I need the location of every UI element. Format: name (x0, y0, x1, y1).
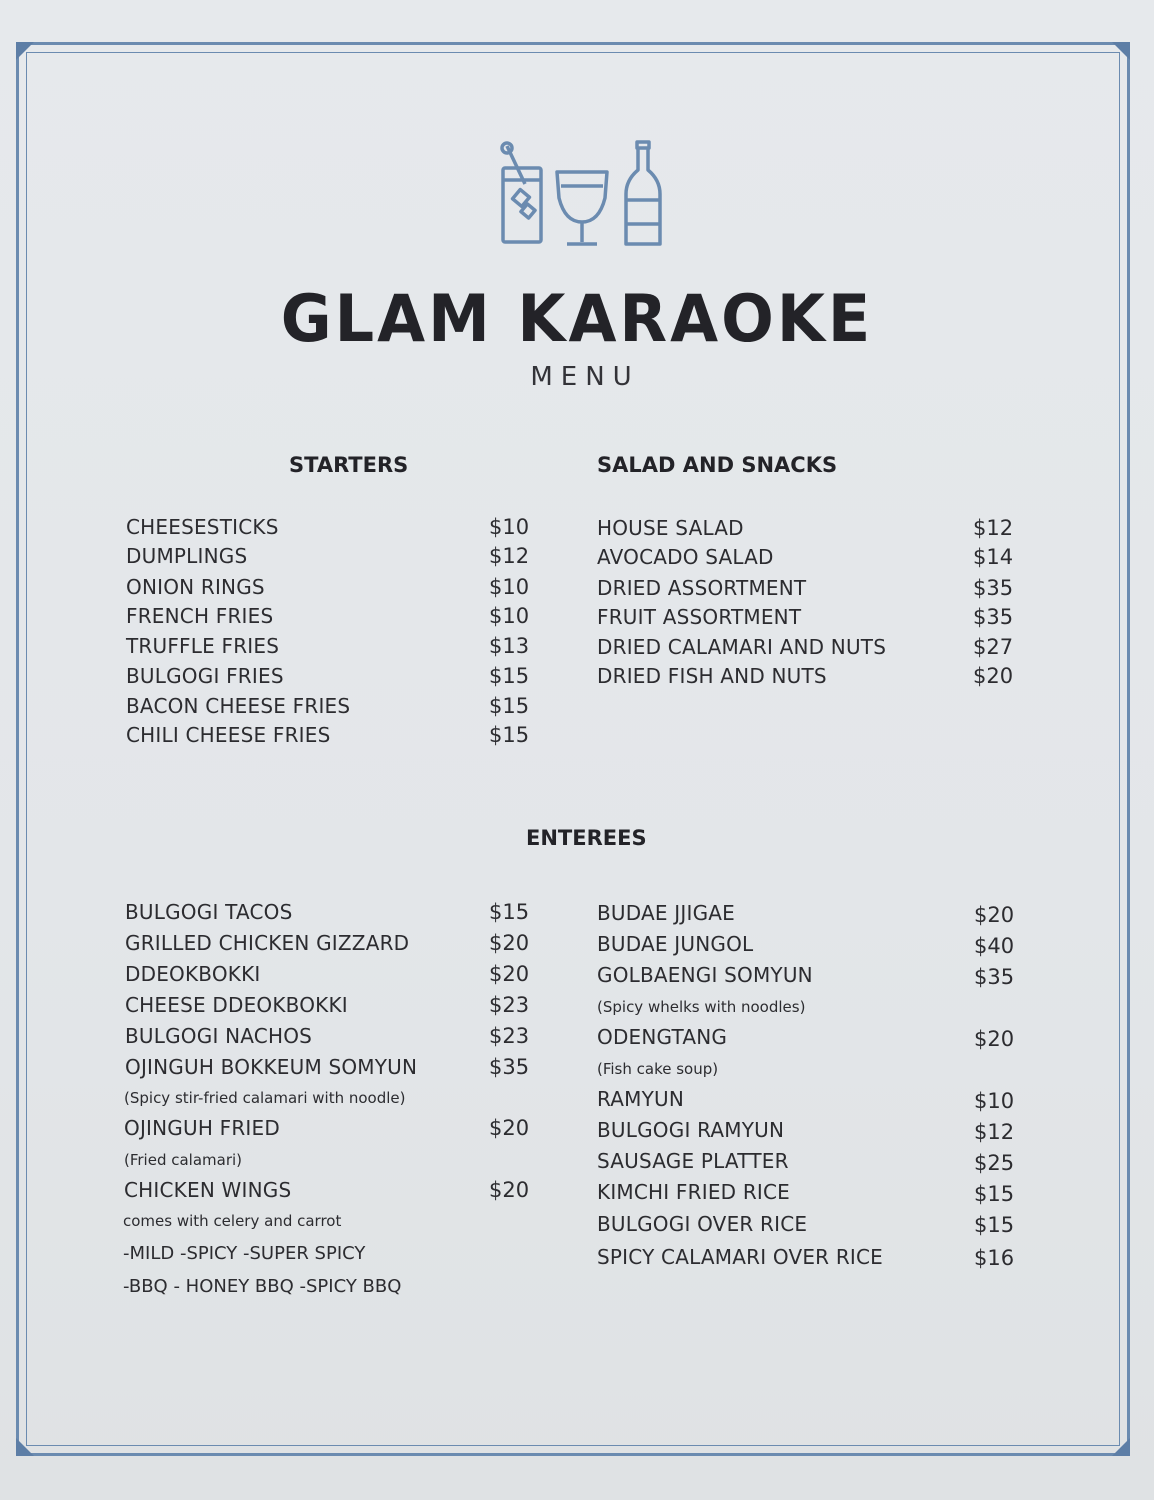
corner-ornament (1112, 1438, 1130, 1456)
menu-item-note: (Spicy stir-fried calamari with noodle) (124, 1089, 406, 1107)
menu-item-price: $40 (974, 934, 1015, 958)
menu-item-note: comes with celery and carrot (123, 1212, 342, 1230)
menu-item-price: $35 (974, 965, 1015, 989)
menu-item-price: $15 (974, 1182, 1015, 1206)
menu-item-price: $20 (489, 1178, 530, 1202)
menu-item-name: BUDAE JJIGAE (597, 901, 735, 925)
menu-item-price: $10 (489, 604, 530, 628)
menu-item-price: $25 (974, 1151, 1015, 1175)
menu-item-name: CHILI CHEESE FRIES (126, 723, 331, 747)
menu-item-name: TRUFFLE FRIES (126, 634, 280, 658)
cocktail-glass-icon (502, 143, 541, 242)
salads-heading: SALAD AND SNACKS (597, 453, 838, 477)
menu-item-price: $12 (489, 544, 530, 568)
menu-item-name: DUMPLINGS (126, 544, 248, 568)
corner-ornament (16, 42, 34, 60)
menu-item-name: KIMCHI FRIED RICE (597, 1180, 791, 1204)
menu-item-name: GOLBAENGI SOMYUN (597, 963, 813, 987)
menu-item-price: $10 (974, 1089, 1015, 1113)
menu-item-price: $20 (974, 1027, 1015, 1051)
menu-item-name: BULGOGI NACHOS (125, 1024, 313, 1048)
entrees-heading: ENTEREES (526, 826, 647, 850)
menu-item-name: FRENCH FRIES (126, 604, 274, 628)
drinks-logo (495, 140, 675, 250)
menu-item-price: $20 (489, 931, 530, 955)
wing-flavors-line: -MILD -SPICY -SUPER SPICY (123, 1243, 366, 1264)
menu-item-price: $15 (489, 694, 530, 718)
corner-ornament (16, 1438, 34, 1456)
menu-item-price: $10 (489, 515, 530, 539)
menu-item-price: $35 (973, 605, 1014, 629)
menu-item-name: BULGOGI FRIES (126, 664, 284, 688)
menu-item-name: SPICY CALAMARI OVER RICE (597, 1245, 884, 1269)
menu-item-name: ODENGTANG (597, 1025, 728, 1049)
menu-item-name: DRIED FISH AND NUTS (597, 664, 827, 688)
menu-item-price: $20 (973, 664, 1014, 688)
menu-item-price: $15 (489, 900, 530, 924)
menu-item-name: ONION RINGS (126, 575, 265, 599)
menu-item-price: $23 (489, 993, 530, 1017)
menu-item-price: $15 (489, 664, 530, 688)
menu-item-price: $20 (489, 1116, 530, 1140)
restaurant-title: GLAM KARAOKE (280, 280, 874, 357)
menu-item-price: $12 (974, 1120, 1015, 1144)
menu-item-price: $20 (489, 962, 530, 986)
wing-flavors-line: -BBQ - HONEY BBQ -SPICY BBQ (123, 1276, 402, 1297)
wine-bottle-icon (626, 142, 660, 244)
menu-item-name: DRIED ASSORTMENT (597, 576, 807, 600)
menu-item-name: BULGOGI TACOS (125, 900, 293, 924)
menu-item-price: $15 (489, 723, 530, 747)
menu-item-name: BULGOGI RAMYUN (597, 1118, 785, 1142)
menu-item-name: DDEOKBOKKI (125, 962, 261, 986)
starters-heading: STARTERS (289, 453, 409, 477)
wine-glass-icon (557, 172, 607, 244)
menu-item-note: (Fish cake soup) (597, 1060, 719, 1078)
menu-item-price: $27 (973, 635, 1014, 659)
menu-item-name: GRILLED CHICKEN GIZZARD (125, 931, 410, 955)
menu-item-price: $20 (974, 903, 1015, 927)
menu-item-name: AVOCADO SALAD (597, 545, 774, 569)
menu-item-name: CHEESE DDEOKBOKKI (125, 993, 348, 1017)
menu-item-price: $13 (489, 634, 530, 658)
menu-item-name: CHEESESTICKS (126, 515, 279, 539)
menu-item-price: $10 (489, 575, 530, 599)
menu-item-name: FRUIT ASSORTMENT (597, 605, 802, 629)
menu-item-price: $12 (973, 516, 1014, 540)
menu-item-price: $16 (974, 1246, 1015, 1270)
menu-item-name: BULGOGI OVER RICE (597, 1212, 808, 1236)
menu-item-price: $23 (489, 1024, 530, 1048)
menu-item-name: SAUSAGE PLATTER (597, 1149, 789, 1173)
menu-item-note: (Fried calamari) (124, 1151, 243, 1169)
inner-border (26, 52, 1120, 1446)
menu-item-price: $35 (489, 1055, 530, 1079)
menu-item-name: OJINGUH BOKKEUM SOMYUN (125, 1055, 418, 1079)
menu-item-name: CHICKEN WINGS (124, 1178, 292, 1202)
menu-item-price: $14 (973, 545, 1014, 569)
menu-item-name: OJINGUH FRIED (124, 1116, 280, 1140)
menu-item-name: RAMYUN (597, 1087, 685, 1111)
menu-item-name: HOUSE SALAD (597, 516, 744, 540)
menu-item-price: $35 (973, 576, 1014, 600)
menu-item-name: BUDAE JUNGOL (597, 932, 754, 956)
menu-item-price: $15 (974, 1213, 1015, 1237)
menu-item-name: BACON CHEESE FRIES (126, 694, 351, 718)
menu-item-note: (Spicy whelks with noodles) (597, 998, 806, 1016)
corner-ornament (1112, 42, 1130, 60)
menu-subtitle: MENU (530, 362, 640, 392)
menu-item-name: DRIED CALAMARI AND NUTS (597, 635, 887, 659)
